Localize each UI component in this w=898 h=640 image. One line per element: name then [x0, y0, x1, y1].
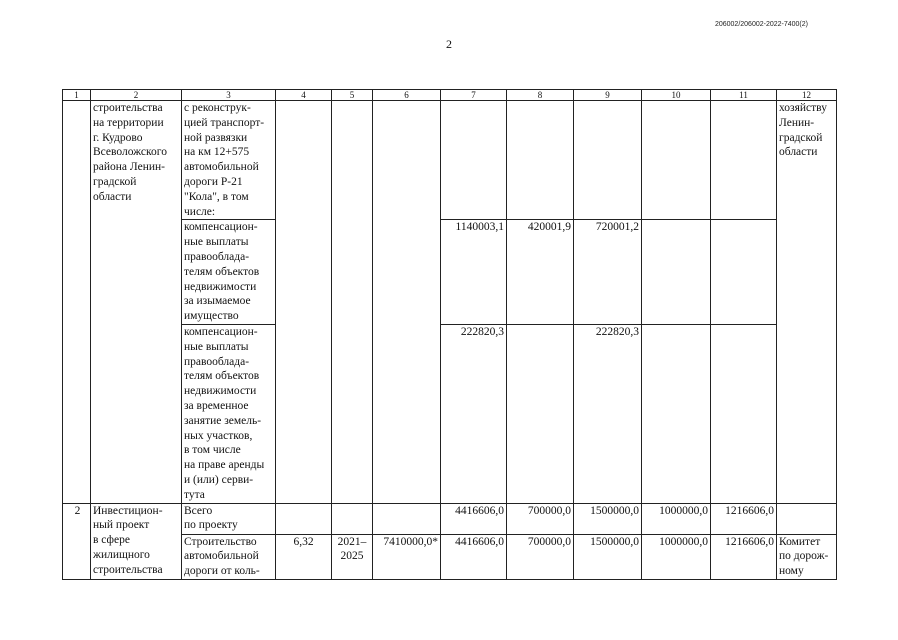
value-cell: 1000000,0 — [642, 534, 711, 579]
value-cell — [711, 220, 777, 325]
value-cell: 1000000,0 — [642, 503, 711, 534]
table-row — [63, 101, 837, 220]
cost-cell — [373, 503, 441, 534]
responsible-cell — [777, 503, 837, 534]
value-cell — [711, 324, 777, 503]
description-cell: с реконструк- цией транспорт- ной развязки на км 12+575 автомобильной дороги Р-21 "Кола", в том числе: — [182, 101, 276, 220]
column-number: 9 — [574, 90, 642, 101]
description-cell: компенсацион- ные выплаты правооблада- телям объектов недвижимости за изымаемое имущество — [182, 220, 276, 325]
document-id: 206002/206002-2022-7400(2) — [714, 21, 808, 28]
value-cell: 1216606,0 — [711, 534, 777, 579]
column-number: 3 — [182, 90, 276, 101]
value-cell — [441, 101, 507, 220]
length-cell — [276, 101, 332, 504]
value-cell: 1140003,1 — [441, 220, 507, 325]
description-cell: Строительство автомобильной дороги от коль- — [182, 534, 276, 579]
period-cell — [332, 101, 373, 504]
period-cell — [332, 503, 373, 534]
value-cell: 222820,3 — [574, 324, 642, 503]
column-number: 10 — [642, 90, 711, 101]
column-number: 8 — [507, 90, 574, 101]
length-cell: 6,32 — [276, 534, 332, 579]
period-cell: 2021– 2025 — [332, 534, 373, 579]
value-cell: 1500000,0 — [574, 503, 642, 534]
value-cell: 1500000,0 — [574, 534, 642, 579]
value-cell — [574, 101, 642, 220]
column-number: 4 — [276, 90, 332, 101]
value-cell: 1216606,0 — [711, 503, 777, 534]
cost-cell — [373, 101, 441, 504]
project-name-cell: строительства на территории г. Кудрово Всеволожского района Ленин- градской области — [91, 101, 182, 504]
value-cell: 4416606,0 — [441, 503, 507, 534]
value-cell — [711, 101, 777, 220]
investment-projects-table — [62, 89, 837, 580]
page-number: 2 — [446, 37, 452, 51]
value-cell: 4416606,0 — [441, 534, 507, 579]
description-cell: компенсацион- ные выплаты правооблада- телям объектов недвижимости за временное занятие земель- ных участков, в том числе на праве аренды и (или) серви- тута — [182, 324, 276, 503]
row-number-cell — [63, 101, 91, 504]
column-number: 11 — [711, 90, 777, 101]
table-row — [63, 503, 837, 534]
value-cell: 222820,3 — [441, 324, 507, 503]
column-number-row — [63, 90, 837, 101]
length-cell — [276, 503, 332, 534]
value-cell — [507, 101, 574, 220]
value-cell — [642, 101, 711, 220]
value-cell: 700000,0 — [507, 503, 574, 534]
column-number: 2 — [91, 90, 182, 101]
value-cell — [642, 324, 711, 503]
responsible-cell: Комитет по дорож- ному — [777, 534, 837, 579]
column-number: 12 — [777, 90, 837, 101]
description-cell: Всего по проекту — [182, 503, 276, 534]
cost-cell: 7410000,0* — [373, 534, 441, 579]
value-cell: 420001,9 — [507, 220, 574, 325]
column-number: 7 — [441, 90, 507, 101]
column-number: 6 — [373, 90, 441, 101]
value-cell: 700000,0 — [507, 534, 574, 579]
value-cell: 720001,2 — [574, 220, 642, 325]
responsible-cell: хозяйству Ленин- градской области — [777, 101, 837, 504]
column-number: 1 — [63, 90, 91, 101]
row-number-cell: 2 — [63, 503, 91, 579]
project-name-cell: Инвестицион- ный проект в сфере жилищного строительства — [91, 503, 182, 579]
value-cell — [507, 324, 574, 503]
column-number: 5 — [332, 90, 373, 101]
value-cell — [642, 220, 711, 325]
